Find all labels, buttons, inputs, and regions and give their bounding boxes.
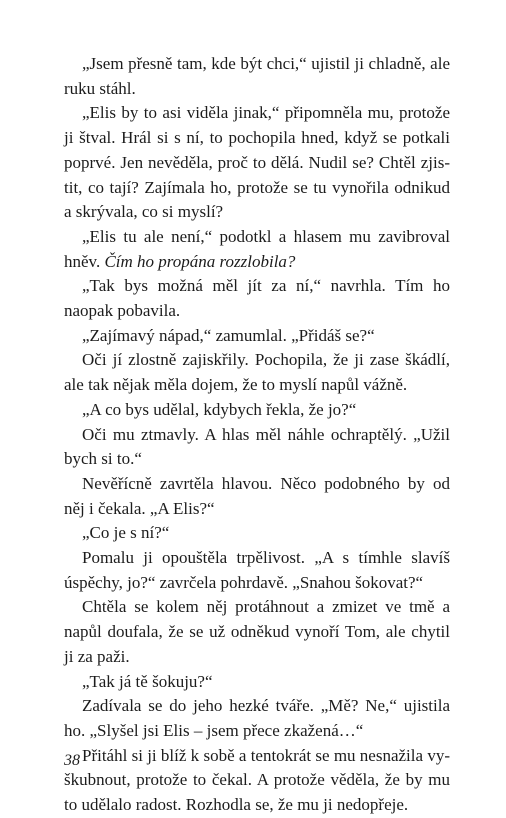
paragraph-7 [64,398,450,423]
paragraph-14 [64,694,450,743]
paragraph-1 [64,52,450,101]
paragraph-10 [64,521,450,546]
paragraph-11 [64,546,450,595]
paragraph-text: Pomalu ji opouštěla trpělivost. „A s tímhle slavíš úspěchy, jo?“ zavrčela pohrdavě. „Snahou šokovat?“ [64,548,450,592]
paragraph-13 [64,670,450,695]
paragraph-text: „Jsem přesně tam, kde být chci,“ ujistil ji chladně, ale ruku stáhl. [64,54,450,98]
italic-thought: Čím ho propána rozzlobila? [104,251,296,271]
body-text [64,52,450,818]
paragraph-text: „Co je s ní?“ [82,523,170,543]
paragraph-text: „Tak já tě šokuju?“ [82,671,213,691]
paragraph-8 [64,423,450,472]
paragraph-2 [64,101,450,225]
paragraph-4 [64,274,450,323]
paragraph-text: „Tak bys možná měl jít za ní,“ navrhla. Tím ho naopak pobavila. [64,276,450,321]
paragraph-5 [64,324,450,349]
paragraph-text: „A co bys udělal, kdybych řekla, že jo?“ [82,399,357,419]
paragraph-text: „Elis by to asi viděla jinak,“ připomněla mu, protože ji štval. Hrál si s ní, to pochopila hned, když se potkali poprvé. Jen nevěděla, proč to dělá. Nudil se? Chtěl zjistit, co tají? Zajímala ho, protože se tu vynořila odnikud a skrývala, co si myslí? [64,103,450,222]
paragraph-text: Chtěla se kolem něj protáhnout a zmizet ve tmě a napůl doufala, že se už odněkud vynoří Tom, ale chytil ji za paži. [64,597,450,666]
paragraph-text: „Elis tu ale není,“ podotkl a hlasem mu zavibroval hněv. [64,226,450,271]
paragraph-text: „Zajímavý nápad,“ zamumlal. „Přidáš se?“ [82,325,375,345]
paragraph-9 [64,472,450,521]
paragraph-text: Přitáhl si ji blíž k sobě a tentokrát se mu nesnažila vyškubnout, protože to čekal. A protože věděla, že by mu to udělalo radost. Rozhodla se, že mu ji nedopřeje. [64,745,450,815]
paragraph-text: Nevěřícně zavrtěla hlavou. Něco podobného by od něj i čekala. „A Elis?“ [64,473,450,518]
paragraph-text: Zadívala se do jeho hezké tváře. „Mě? Ne,“ ujistila ho. „Slyšel jsi Elis – jsem přece zkažená…“ [64,696,450,740]
paragraph-text: Oči jí zlostně zajiskřily. Pochopila, že ji zase škádlí, ale tak nějak měla dojem, že to myslí napůl vážně. [64,350,450,395]
paragraph-15 [64,744,450,818]
paragraph-12 [64,595,450,669]
page-number: 38 [64,752,80,769]
paragraph-6 [64,348,450,397]
paragraph-3 [64,225,450,274]
paragraph-text: Oči mu ztmavly. A hlas měl náhle ochraptělý. „Užil bych si to.“ [64,424,450,469]
